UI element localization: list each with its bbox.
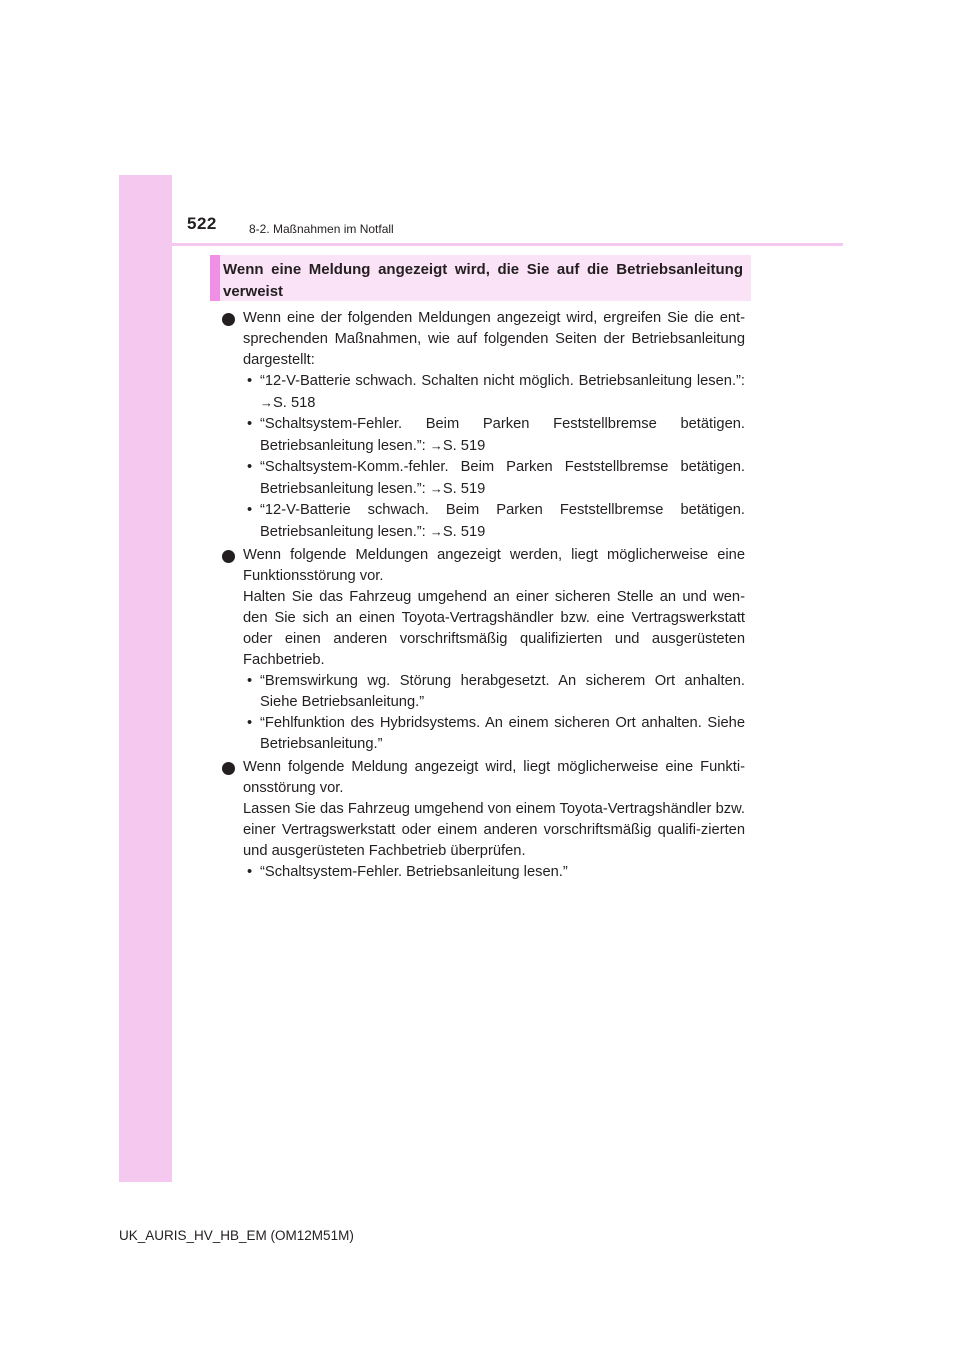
message-text: “Fehlfunktion des Hybridsystems. An einem sicheren Ort anhalten. Siehe Betriebsanleitung.” [260,715,745,752]
message-item [243,414,745,457]
sub-bullet-icon: • [247,864,253,880]
bullet-paragraph: Wenn folgende Meldung angezeigt wird, liegt möglicherweise eine Funkti-onsstörung vor. [243,759,745,796]
message-text: “12-V-Batterie schwach. Beim Parken Feststellbremse betätigen. Betriebsanleitung lesen.”: [260,502,745,540]
page-reference-link[interactable]: S. 519 [442,524,486,540]
footer-code: UK_AURIS_HV_HB_EM (OM12M51M) [119,1228,354,1243]
message-item [243,500,745,543]
sub-bullet-icon: • [247,502,253,518]
message-text: “Schaltsystem-Fehler. Beim Parken Feststellbremse betätigen. Betriebsanleitung lesen.”: [260,416,745,454]
bullet-paragraph: Wenn eine der folgenden Meldungen angezeigt wird, ergreifen Sie die ent-sprechenden Maßnahmen, wie auf folgenden Seiten der Betriebsanleitung dargestellt: [243,310,745,368]
message-item [243,713,745,755]
page-number: 522 [187,214,217,233]
body-content [222,308,745,885]
sub-bullet-icon: • [247,673,253,689]
bullet-dot-icon [222,313,235,326]
bullet-paragraph: Lassen Sie das Fahrzeug umgehend von einem Toyota-Vertragshändler bzw. einer Vertragswerkstatt oder einem anderen vorschriftsmäßig qualifi-zierten und ausgerüsteten Fachbetrieb überprüfen. [243,801,745,859]
reference-arrow-icon: → [260,395,273,410]
message-text: “Schaltsystem-Fehler. Betriebsanleitung lesen.” [260,864,568,880]
message-item [243,371,745,414]
message-item [243,457,745,500]
bullet-item [222,757,745,883]
sub-bullet-icon: • [247,459,253,475]
page-reference-link[interactable]: S. 518 [273,395,316,411]
message-text: “Bremswirkung wg. Störung herabgesetzt. An sicherem Ort anhalten. Siehe Betriebsanleitung.” [260,673,745,710]
page-reference-link[interactable]: S. 519 [442,438,486,454]
side-tab-band [119,175,172,1182]
section-title: 8-2. Maßnahmen im Notfall [249,222,394,236]
sub-bullet-icon: • [247,715,253,731]
message-item [243,671,745,713]
bullet-item [222,545,745,755]
reference-arrow-icon: → [429,481,443,496]
message-text: “Schaltsystem-Komm.-fehler. Beim Parken Feststellbremse betätigen. Betriebsanleitung lesen.”: [260,459,745,497]
message-item [243,862,745,883]
bullet-paragraph: Wenn folgende Meldungen angezeigt werden, liegt möglicherweise eine Funktionsstörung vor. [243,547,745,584]
sub-bullet-icon: • [247,373,253,389]
page-reference-link[interactable]: S. 519 [442,481,486,497]
bullet-item [222,308,745,543]
header-rule [119,243,843,246]
sub-bullet-icon: • [247,416,253,432]
bullet-paragraph: Halten Sie das Fahrzeug umgehend an einer sicheren Stelle an und wen-den Sie sich an einen Toyota-Vertragshändler bzw. eine Vertragswerkstatt oder einen anderen vorschriftsmäßig qualifizierten und ausgerüsteten Fachbetrieb. [243,589,745,668]
reference-arrow-icon: → [429,438,443,453]
reference-arrow-icon: → [429,524,443,539]
bullet-dot-icon [222,762,235,775]
section-heading: Wenn eine Meldung angezeigt wird, die Sie auf die Betriebsanleitung verweist [223,261,743,300]
message-text: “12-V-Batterie schwach. Schalten nicht möglich. Betriebsanleitung lesen.”: [260,373,745,389]
bullet-dot-icon [222,550,235,563]
